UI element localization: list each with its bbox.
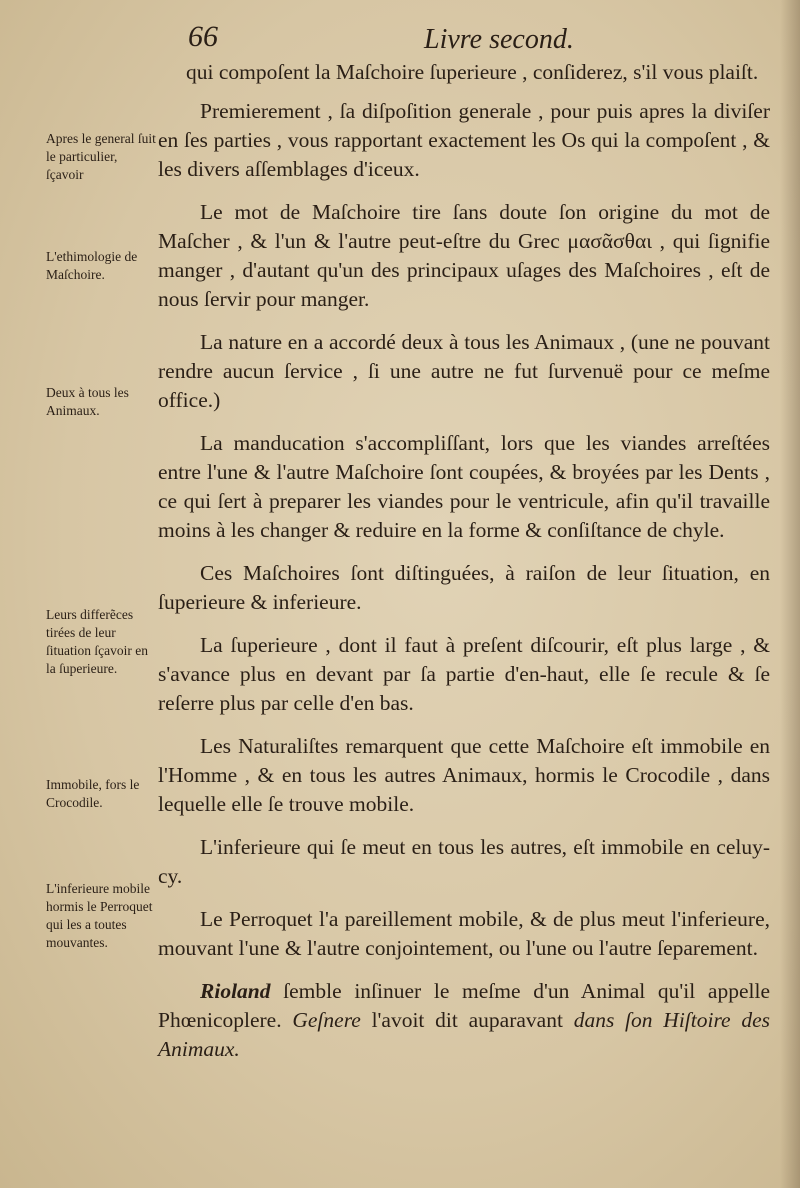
paragraph-disposition: Premierement , ſa diſpoſition generale , pour puis apres la diviſer en ſes parties , vous rapportant exactement les Os qui la compoſent , & les divers aſſemblages d'iceux. [158,99,770,181]
author-gesnere: Geſnere [292,1008,361,1032]
margin-note-general: Apres le general ſuit le particulier, ſçavoir [46,131,156,182]
page-number: 66 [188,20,218,53]
running-title: Livre second. [424,24,574,55]
margin-note-two-jaws: Deux à tous les Animaux. [46,385,129,418]
main-text [158,58,770,1078]
paragraph-naturalists: Les Naturaliſtes remarquent que cette Maſchoire eſt immobile en l'Homme , & en tous les autres Animaux, hormis le Crocodile , dans lequelle elle ſe trouve mobile. [158,734,770,816]
paragraph-parrot: Le Perroquet l'a pareillement mobile, & de plus meut l'inferieure, mouvant l'une & l'autre conjointement, ou l'une ou l'autre ſeparement. [158,907,770,960]
paragraph-superior: La ſuperieure , dont il faut à preſent diſcourir, eſt plus large , & s'avance plus en devant par ſa partie d'en-haut, elle ſe recule & ſe reſerre plus par celle d'en bas. [158,633,770,715]
paragraph-continuation: qui compoſent la Maſchoire ſuperieure , conſiderez, s'il vous plaiſt. [186,60,759,84]
rioland-text: ſemble inſinuer le meſme d'un Animal qu'il appelle Phœnicoplere. [158,979,770,1032]
paragraph-manducation: La manducation s'accompliſſant, lors que les viandes arreſtées entre l'une & l'autre Maſchoire ſont coupées, & broyées par les Dents , ce qui ſert à preparer les viandes pour le ventricule, afin qu'il travaille moins à les changer & reduire en la forme & conſiſtance de chyle. [158,431,770,542]
author-rioland: Rioland [200,979,271,1003]
margin-note-differences: Leurs differẽces tirées de leur ſituation ſçavoir en la ſuperieure. [46,607,148,676]
paragraph-inferior: L'inferieure qui ſe meut en tous les autres, eſt immobile en celuy-cy. [158,835,770,888]
margin-note-immobile: Immobile, fors le Crocodile. [46,777,140,810]
margin-note-etymology: L'ethimologie de Maſchoire. [46,249,138,282]
paragraph-rioland [158,977,770,1064]
paragraph-two-jaws: La nature en a accordé deux à tous les Animaux , (une ne pouvant rendre aucun ſervice , ſi une autre ne fut ſurvenuë pour ce meſme office.) [158,330,770,412]
work-title: dans ſon Hiſtoire des Animaux. [158,1008,770,1061]
paragraph-etymology: Le mot de Maſchoire tire ſans doute ſon origine du mot de Maſcher , & l'un & l'autre peut-eſtre du Grec μασᾶσθαι , qui ſignifie manger , d'autant qu'un des principaux uſages des Maſchoires , eſt de nous ſervir pour manger. [158,200,770,311]
gesnere-text: l'avoit dit auparavant [360,1008,574,1032]
page-edge-shadow [780,0,800,1188]
margin-note-inferior: L'inferieure mobile hormis le Perroquet qui les a toutes mouvantes. [46,881,153,950]
paragraph-distinction: Ces Maſchoires ſont diſtinguées, à raiſon de leur ſituation, en ſuperieure & inferieure. [158,561,770,614]
page-header [0,14,800,64]
